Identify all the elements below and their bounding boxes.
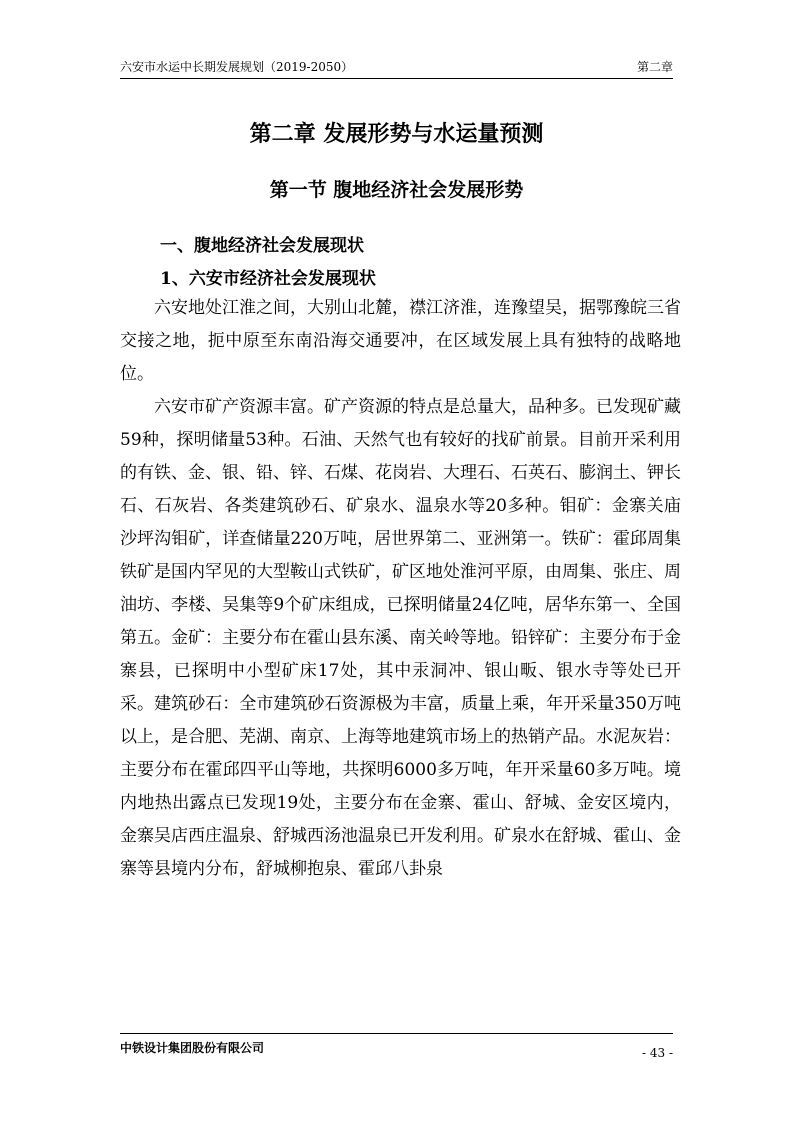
header-chapter-label: 第二章 (636, 60, 673, 74)
chapter-title: 第二章 发展形势与水运量预测 (249, 122, 544, 147)
section-title: 第一节 腹地经济社会发展形势 (269, 179, 524, 201)
page-number: - 43 - (641, 1046, 673, 1060)
paragraph: 六安地处江淮之间，大别山北麓，襟江济淮，连豫望吴，据鄂豫皖三省交接之地，扼中原至东南沿海交通要冲，在区域发展上具有独特的战略地位。 (120, 298, 681, 384)
heading-level-2: 1、六安市经济社会发展现状 (160, 269, 376, 289)
header-document-title: 六安市水运中长期发展规划（2019-2050） (120, 60, 354, 74)
footer-company-name: 中铁设计集团股份有限公司 (120, 1041, 265, 1055)
paragraph: 六安市矿产资源丰富。矿产资源的特点是总量大，品种多。已发现矿藏59种，探明储量53种。石油、天然气也有较好的找矿前景。目前开采利用的有铁、金、银、铅、锌、石煤、花岗岩、大理石、石英石、膨润土、钾长石、石灰岩、各类建筑砂石、矿泉水、温泉水等20多种。钼矿：金寨关庙沙坪沟钼矿，详查储量220万吨，居世界第二、亚洲第一。铁矿：霍邱周集铁矿是国内罕见的大型鞍山式铁矿，矿区地处淮河平原，由周集、张庄、周油坊、李楼、吴集等9个矿床组成，已探明储量24亿吨，居华东第一、全国第五。金矿：主要分布在霍山县东溪、南关岭等地。铅锌矿：主要分布于金寨县，已探明中小型矿床17处，其中汞洞冲、银山畈、银水寺等处已开采。建筑砂石：全市建筑砂石资源极为丰富，质量上乘，年开采量350万吨以上，是合肥、芜湖、南京、上海等地建筑市场上的热销产品。水泥灰岩：主要分布在霍邱四平山等地，共探明6000多万吨，年开采量60多万吨。境内地热出露点已发现19处，主要分布在金寨、霍山、舒城、金安区境内，金寨吴店西庄温泉、舒城西汤池温泉已开发利用。矿泉水在舒城、霍山、金寨等县境内分布，舒城柳抱泉、霍邱八卦泉 (120, 397, 681, 879)
heading-level-1: 一、腹地经济社会发展现状 (160, 236, 364, 256)
page-footer (120, 1033, 673, 1066)
page-header (120, 56, 673, 79)
body-text (120, 292, 681, 886)
